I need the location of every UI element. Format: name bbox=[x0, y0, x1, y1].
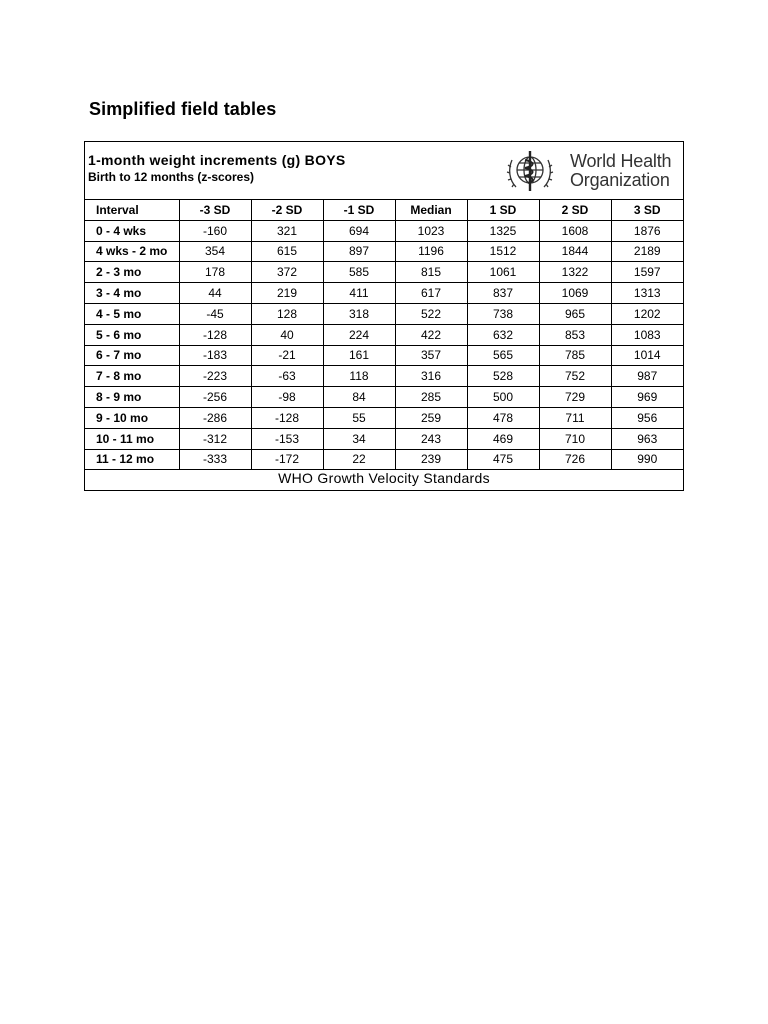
value-cell: 357 bbox=[395, 345, 467, 366]
table-header-block bbox=[85, 142, 683, 200]
value-cell: 1876 bbox=[611, 220, 683, 241]
column-header-1sd: 1 SD bbox=[467, 200, 539, 221]
value-cell: 969 bbox=[611, 387, 683, 408]
value-cell: 243 bbox=[395, 428, 467, 449]
value-cell: 1069 bbox=[539, 283, 611, 304]
value-cell: 738 bbox=[467, 303, 539, 324]
table-row bbox=[85, 324, 683, 345]
value-cell: 1014 bbox=[611, 345, 683, 366]
interval-cell: 9 - 10 mo bbox=[85, 407, 179, 428]
table-row bbox=[85, 345, 683, 366]
table-row bbox=[85, 220, 683, 241]
value-cell: 469 bbox=[467, 428, 539, 449]
table-row bbox=[85, 407, 683, 428]
value-cell: 617 bbox=[395, 283, 467, 304]
table-body bbox=[85, 220, 683, 470]
value-cell: 321 bbox=[251, 220, 323, 241]
page-heading: Simplified field tables bbox=[89, 99, 277, 119]
column-header-interval: Interval bbox=[85, 200, 179, 221]
value-cell: 1313 bbox=[611, 283, 683, 304]
value-cell: 2189 bbox=[611, 241, 683, 262]
table-subtitle: Birth to 12 months (z-scores) bbox=[88, 170, 255, 184]
value-cell: -223 bbox=[179, 366, 251, 387]
table-row bbox=[85, 283, 683, 304]
value-cell: 1196 bbox=[395, 241, 467, 262]
who-logo-wordmark bbox=[570, 152, 671, 190]
table-row bbox=[85, 241, 683, 262]
velocity-table-panel bbox=[84, 141, 684, 491]
interval-cell: 6 - 7 mo bbox=[85, 345, 179, 366]
value-cell: -172 bbox=[251, 449, 323, 470]
column-header-minus-2sd: -2 SD bbox=[251, 200, 323, 221]
value-cell: 522 bbox=[395, 303, 467, 324]
interval-cell: 3 - 4 mo bbox=[85, 283, 179, 304]
value-cell: 963 bbox=[611, 428, 683, 449]
value-cell: 1061 bbox=[467, 262, 539, 283]
value-cell: 729 bbox=[539, 387, 611, 408]
column-header-3sd: 3 SD bbox=[611, 200, 683, 221]
increments-table bbox=[85, 199, 683, 470]
value-cell: 1322 bbox=[539, 262, 611, 283]
value-cell: 710 bbox=[539, 428, 611, 449]
value-cell: -21 bbox=[251, 345, 323, 366]
value-cell: 239 bbox=[395, 449, 467, 470]
who-logo-line1: World Health bbox=[570, 151, 672, 171]
value-cell: 44 bbox=[179, 283, 251, 304]
table-footer: WHO Growth Velocity Standards bbox=[278, 470, 490, 486]
value-cell: 411 bbox=[323, 283, 395, 304]
table-row bbox=[85, 303, 683, 324]
value-cell: 224 bbox=[323, 324, 395, 345]
value-cell: 354 bbox=[179, 241, 251, 262]
table-row bbox=[85, 387, 683, 408]
value-cell: 1844 bbox=[539, 241, 611, 262]
value-cell: 1608 bbox=[539, 220, 611, 241]
interval-cell: 5 - 6 mo bbox=[85, 324, 179, 345]
value-cell: 1325 bbox=[467, 220, 539, 241]
table-header-row bbox=[85, 200, 683, 221]
who-logo bbox=[506, 146, 682, 196]
interval-cell: 11 - 12 mo bbox=[85, 449, 179, 470]
value-cell: -333 bbox=[179, 449, 251, 470]
value-cell: 897 bbox=[323, 241, 395, 262]
interval-cell: 4 - 5 mo bbox=[85, 303, 179, 324]
table-row bbox=[85, 428, 683, 449]
value-cell: 500 bbox=[467, 387, 539, 408]
value-cell: 55 bbox=[323, 407, 395, 428]
value-cell: 632 bbox=[467, 324, 539, 345]
value-cell: 815 bbox=[395, 262, 467, 283]
value-cell: 259 bbox=[395, 407, 467, 428]
value-cell: 161 bbox=[323, 345, 395, 366]
value-cell: 118 bbox=[323, 366, 395, 387]
column-header-minus-3sd: -3 SD bbox=[179, 200, 251, 221]
interval-cell: 4 wks - 2 mo bbox=[85, 241, 179, 262]
value-cell: 837 bbox=[467, 283, 539, 304]
value-cell: -160 bbox=[179, 220, 251, 241]
value-cell: 853 bbox=[539, 324, 611, 345]
column-header-2sd: 2 SD bbox=[539, 200, 611, 221]
value-cell: 1597 bbox=[611, 262, 683, 283]
column-header-minus-1sd: -1 SD bbox=[323, 200, 395, 221]
value-cell: 1023 bbox=[395, 220, 467, 241]
value-cell: 1083 bbox=[611, 324, 683, 345]
interval-cell: 0 - 4 wks bbox=[85, 220, 179, 241]
value-cell: 22 bbox=[323, 449, 395, 470]
value-cell: -312 bbox=[179, 428, 251, 449]
table-title: 1-month weight increments (g) BOYS bbox=[88, 152, 346, 168]
who-emblem-icon bbox=[506, 147, 554, 195]
value-cell: 752 bbox=[539, 366, 611, 387]
value-cell: 318 bbox=[323, 303, 395, 324]
value-cell: 316 bbox=[395, 366, 467, 387]
value-cell: 285 bbox=[395, 387, 467, 408]
column-header-median: Median bbox=[395, 200, 467, 221]
who-logo-line2: Organization bbox=[570, 170, 670, 190]
value-cell: 711 bbox=[539, 407, 611, 428]
value-cell: 585 bbox=[323, 262, 395, 283]
interval-cell: 8 - 9 mo bbox=[85, 387, 179, 408]
table-row bbox=[85, 366, 683, 387]
value-cell: -128 bbox=[179, 324, 251, 345]
value-cell: 40 bbox=[251, 324, 323, 345]
value-cell: 478 bbox=[467, 407, 539, 428]
interval-cell: 7 - 8 mo bbox=[85, 366, 179, 387]
interval-cell: 2 - 3 mo bbox=[85, 262, 179, 283]
value-cell: -256 bbox=[179, 387, 251, 408]
interval-cell: 10 - 11 mo bbox=[85, 428, 179, 449]
value-cell: 1512 bbox=[467, 241, 539, 262]
value-cell: -153 bbox=[251, 428, 323, 449]
value-cell: 178 bbox=[179, 262, 251, 283]
value-cell: 990 bbox=[611, 449, 683, 470]
value-cell: 565 bbox=[467, 345, 539, 366]
value-cell: 615 bbox=[251, 241, 323, 262]
value-cell: -128 bbox=[251, 407, 323, 428]
value-cell: 128 bbox=[251, 303, 323, 324]
value-cell: 726 bbox=[539, 449, 611, 470]
value-cell: 422 bbox=[395, 324, 467, 345]
value-cell: 694 bbox=[323, 220, 395, 241]
value-cell: 528 bbox=[467, 366, 539, 387]
value-cell: 219 bbox=[251, 283, 323, 304]
value-cell: 372 bbox=[251, 262, 323, 283]
value-cell: -286 bbox=[179, 407, 251, 428]
value-cell: 987 bbox=[611, 366, 683, 387]
table-row bbox=[85, 262, 683, 283]
value-cell: 785 bbox=[539, 345, 611, 366]
value-cell: -183 bbox=[179, 345, 251, 366]
value-cell: 475 bbox=[467, 449, 539, 470]
value-cell: -98 bbox=[251, 387, 323, 408]
value-cell: 1202 bbox=[611, 303, 683, 324]
value-cell: 956 bbox=[611, 407, 683, 428]
value-cell: 34 bbox=[323, 428, 395, 449]
value-cell: 965 bbox=[539, 303, 611, 324]
value-cell: -45 bbox=[179, 303, 251, 324]
value-cell: -63 bbox=[251, 366, 323, 387]
value-cell: 84 bbox=[323, 387, 395, 408]
